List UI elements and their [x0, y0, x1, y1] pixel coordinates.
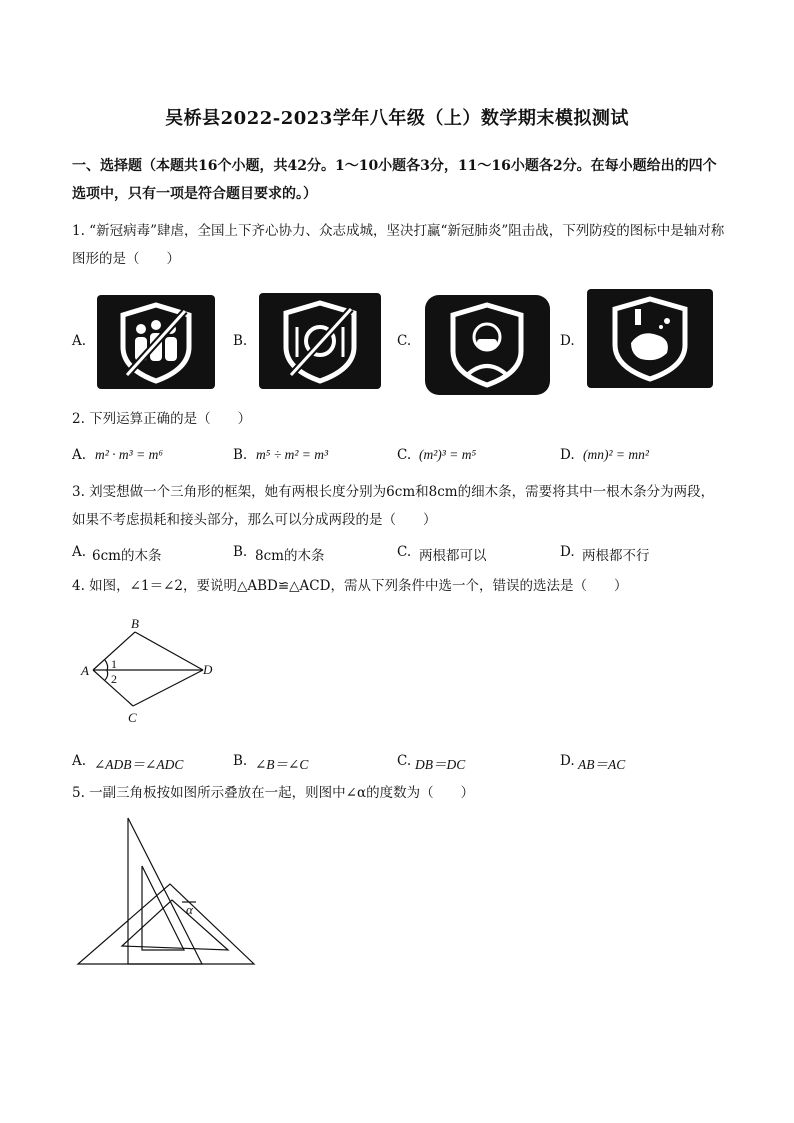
- q3-option-d-letter: D.: [560, 544, 575, 560]
- angle-2-arc: [105, 670, 108, 680]
- tall-triangle-outer: [128, 818, 202, 964]
- segment-bd: [135, 632, 203, 670]
- q2-option-a-formula: m² · m³ = m⁶: [95, 447, 164, 462]
- section-header: 一、选择题（本题共16个小题，共42分。1～10小题各3分，11～16小题各2分。在每小题给出的四个选项中，只有一项是符合题目要求的。）: [72, 158, 717, 202]
- q4-option-a-letter: A.: [72, 753, 87, 769]
- large-triangle-inner: [122, 900, 228, 950]
- masked-person-shield-icon: [425, 295, 550, 395]
- handwashing-shield-icon: [587, 289, 713, 388]
- q4-option-b-letter: B.: [233, 753, 248, 769]
- q4-option-c-letter: C.: [397, 753, 412, 769]
- q5-set-squares-figure: [74, 814, 264, 970]
- q2-option-d-letter: D.: [560, 447, 575, 463]
- question-2-stem: 2. 下列运算正确的是（ ）: [72, 411, 252, 427]
- q1-option-b-letter: B.: [233, 333, 248, 349]
- question-4-stem: 4. 如图，∠1＝∠2，要说明△ABD≌△ACD，需从下列条件中选一个，错误的选法是（ ）: [72, 578, 628, 594]
- q3-option-d-text: 两根都不行: [582, 548, 650, 564]
- large-triangle-outer: [78, 884, 254, 964]
- q4-option-d-text: AB＝AC: [578, 757, 626, 772]
- page-title: 吴桥县2022-2023学年八年级（上）数学期末模拟测试: [165, 108, 629, 129]
- q1-option-d-letter: D.: [560, 333, 575, 349]
- question-3-stem: 3. 刘雯想做一个三角形的框架，她有两根长度分别为6cm和8cm的细木条，需要将其中一根木条分为两段，如果不考虑损耗和接头部分，那么可以分成两段的是（ ）: [72, 484, 715, 528]
- label-b: B: [131, 616, 139, 631]
- q4-option-c-text: DB＝DC: [415, 757, 466, 772]
- tall-triangle-inner: [142, 866, 184, 950]
- q2-option-b-letter: B.: [233, 447, 248, 463]
- q1-option-a-letter: A.: [72, 333, 87, 349]
- q3-option-b-letter: B.: [233, 544, 248, 560]
- label-d: D: [203, 662, 213, 677]
- q2-option-c-letter: C.: [397, 447, 412, 463]
- label-a: A: [81, 663, 89, 678]
- angle-1-arc: [105, 660, 108, 670]
- q1-option-c-letter: C.: [397, 333, 412, 349]
- q4-option-b-text: ∠B＝∠C: [255, 757, 309, 772]
- segment-cd: [133, 670, 203, 706]
- question-1-stem: 1. “新冠病毒”肆虐，全国上下齐心协力、众志成城，坚决打赢“新冠肺炎”阻击战，下列防疫的图标中是轴对称图形的是（ ）: [72, 223, 725, 267]
- q3-option-c-text: 两根都可以: [419, 548, 487, 564]
- q3-option-a-letter: A.: [72, 544, 87, 560]
- label-angle-2: 2: [111, 672, 117, 686]
- q2-option-d-formula: (mn)² = mn²: [583, 447, 649, 462]
- label-angle-1: 1: [111, 657, 117, 671]
- q3-option-a-text: 6cm的木条: [92, 548, 162, 564]
- q2-option-b-formula: m⁵ ÷ m² = m³: [256, 447, 329, 462]
- q2-option-c-formula: (m²)³ = m⁵: [419, 447, 477, 462]
- question-5-stem: 5. 一副三角板按如图所示叠放在一起，则图中∠α的度数为（ ）: [72, 785, 475, 801]
- q4-kite-figure: [75, 612, 225, 730]
- label-c: C: [128, 710, 137, 725]
- dining-crossed-shield-icon: [259, 293, 381, 389]
- crowd-crossed-shield-icon: [97, 295, 215, 389]
- q2-option-a-letter: A.: [72, 447, 87, 463]
- q3-option-c-letter: C.: [397, 544, 412, 560]
- q4-option-a-text: ∠ADB＝∠ADC: [94, 757, 184, 772]
- q4-option-d-letter: D.: [560, 753, 575, 769]
- q3-option-b-text: 8cm的木条: [255, 548, 325, 564]
- label-alpha: α: [186, 902, 193, 917]
